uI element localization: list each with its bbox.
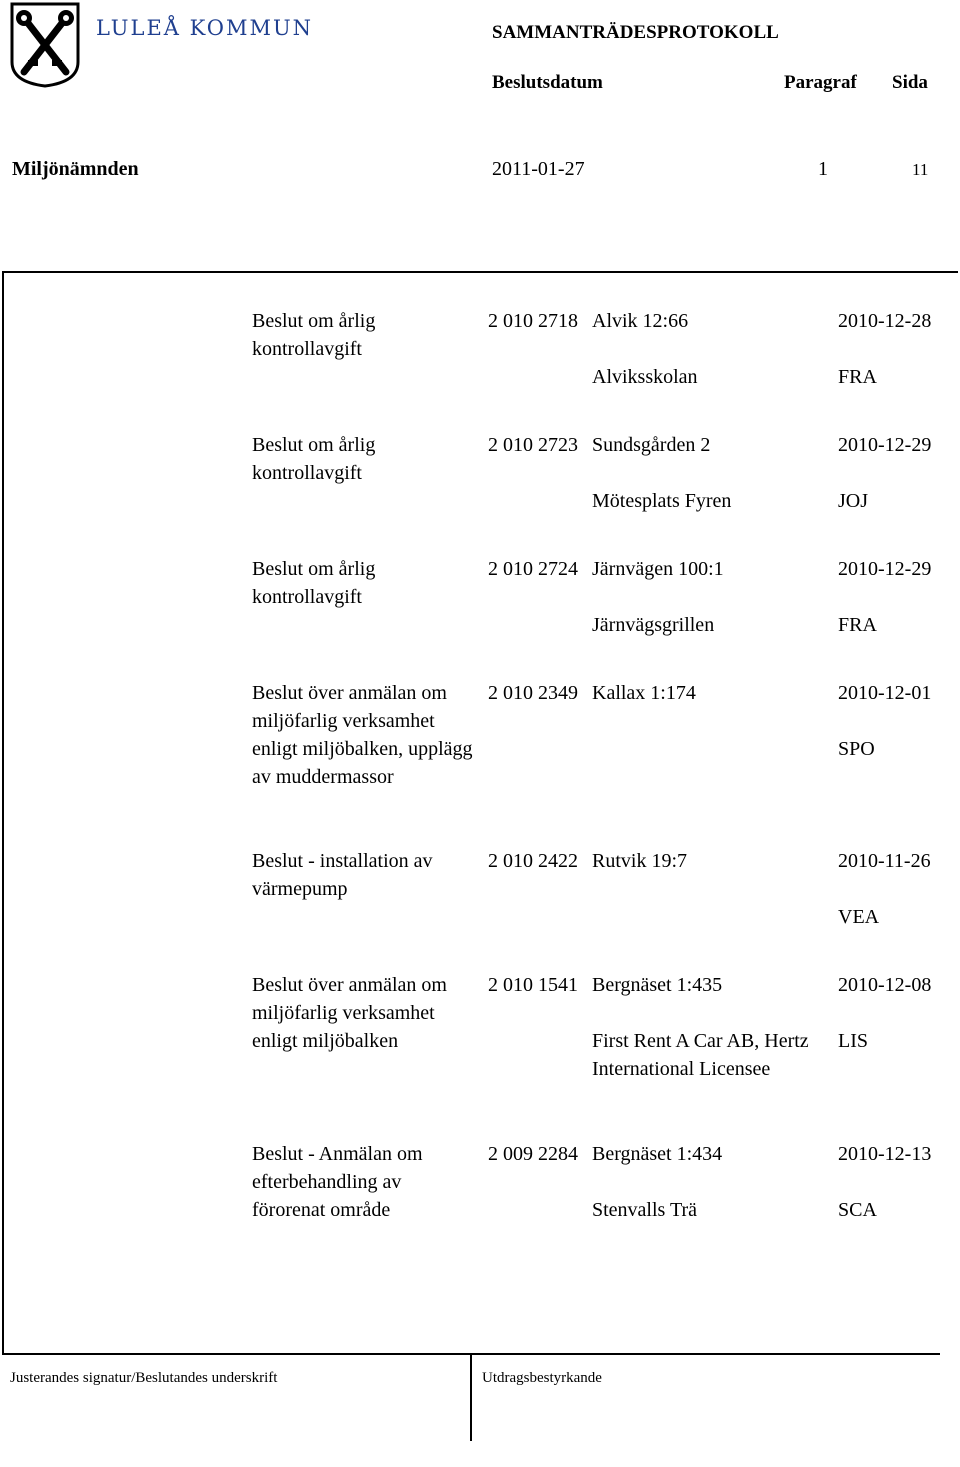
row-date: 2010-12-01 [838,682,932,704]
decision-text: Beslut över anmälan om miljöfarlig verksamhet enligt miljöbalken, upplägg av muddermassor [252,682,473,788]
property-name [592,679,827,707]
row-signature: FRA [838,614,877,636]
decision-text: Beslut - installation av värmepump [252,850,433,900]
signature-label: Justerandes signatur/Beslutandes underskrift [10,1370,278,1386]
case-number: 2 010 2718 [488,310,578,332]
row-date: 2010-12-13 [838,1143,932,1165]
property-label: Järnvägen 100:1 [592,558,724,580]
decision-text: Beslut över anmälan om miljöfarlig verksamhet enligt miljöbalken [252,974,447,1052]
row-date: 2010-12-28 [838,310,932,332]
decision-date-cell [838,1140,958,1224]
property-name [592,307,827,391]
decision-date-cell [838,555,958,639]
case-number: 2 010 2349 [488,682,578,704]
row-date: 2010-12-29 [838,558,932,580]
case-number: 2 010 2422 [488,850,578,872]
decision-date-cell [838,679,958,763]
paragraph-label: Paragraf [784,72,857,93]
property-name [592,971,827,1083]
property-label: Rutvik 19:7 [592,850,688,872]
footer-divider [470,1353,472,1441]
row-date: 2010-11-26 [838,850,931,872]
decision-date-label: Beslutsdatum [492,72,603,93]
case-number: 2 010 2723 [488,434,578,456]
row-signature: SCA [838,1199,877,1221]
property-label: Alvik 12:66 [592,310,689,332]
row-signature: JOJ [838,490,869,512]
row-signature: LIS [838,1030,868,1052]
property-name [592,555,827,639]
property-detail: First Rent A Car AB, Hertz International Licensee [592,1030,809,1080]
property-label: Bergnäset 1:435 [592,974,723,996]
case-number: 2 009 2284 [488,1143,578,1165]
decision-text: Beslut om årlig kontrollavgift [252,434,376,484]
organization-name: LULEÅ KOMMUN [96,16,314,40]
property-name [592,1140,827,1224]
decision-text: Beslut om årlig kontrollavgift [252,310,376,360]
decision-text: Beslut om årlig kontrollavgift [252,558,376,608]
property-label: Sundsgården 2 [592,434,711,456]
document-type: SAMMANTRÄDESPROTOKOLL [492,22,779,43]
row-signature: VEA [838,906,880,928]
paragraph-number: 1 [818,158,828,180]
property-label: Kallax 1:174 [592,682,696,704]
decision-date-cell [838,307,958,391]
certification-label: Utdragsbestyrkande [482,1370,602,1386]
page-number: 11 [912,160,929,179]
row-signature: SPO [838,738,875,760]
property-detail: Mötesplats Fyren [592,490,732,512]
committee-name: Miljönämnden [12,158,139,180]
decision-date: 2011-01-27 [492,158,585,180]
row-date: 2010-12-29 [838,434,932,456]
property-label: Bergnäset 1:434 [592,1143,723,1165]
case-number: 2 010 2724 [488,558,578,580]
decision-date-cell [838,971,958,1055]
row-date: 2010-12-08 [838,974,932,996]
decision-date-cell [838,847,958,931]
table-top-border [2,271,958,273]
property-name [592,431,827,515]
page-label: Sida [892,72,928,93]
property-detail: Stenvalls Trä [592,1199,698,1221]
decision-date-cell [838,431,958,515]
case-number: 2 010 1541 [488,974,578,996]
decision-text: Beslut - Anmälan om efterbehandling av förorenat område [252,1143,423,1221]
row-signature: FRA [838,366,877,388]
table-left-border [2,271,4,1354]
municipality-crest-icon [10,2,80,88]
property-detail: Järnvägsgrillen [592,614,715,636]
property-detail: Alviksskolan [592,366,698,388]
property-name [592,847,827,875]
